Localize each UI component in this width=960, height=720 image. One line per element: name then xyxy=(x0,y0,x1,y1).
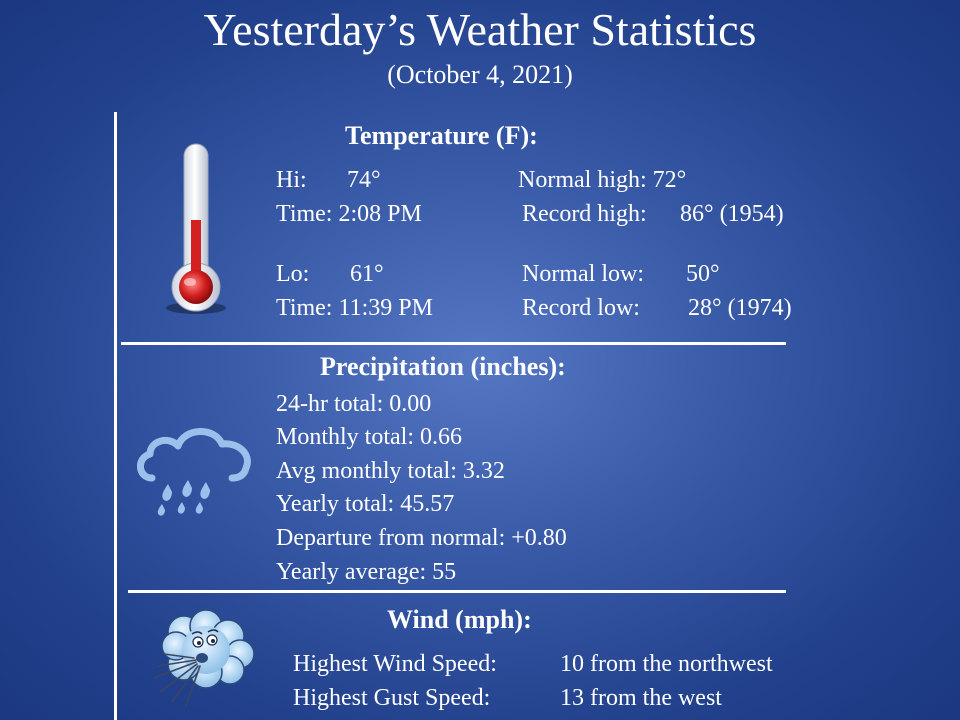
highest-wind-label: Highest Wind Speed: xyxy=(293,651,497,677)
hi-time: Time: 2:08 PM xyxy=(276,201,422,227)
vertical-divider xyxy=(114,112,117,720)
precip-avg-monthly: Avg monthly total: 3.32 xyxy=(276,458,505,484)
normal-high: Normal high: 72° xyxy=(518,167,687,193)
page-title: Yesterday’s Weather Statistics xyxy=(203,4,757,55)
precip-yearly-average: Yearly average: 55 xyxy=(276,559,457,585)
hi-value: 74° xyxy=(347,167,381,193)
record-high-value: 86° (1954) xyxy=(680,201,784,227)
lo-time: Time: 11:39 PM xyxy=(276,295,433,321)
thermometer-icon xyxy=(162,142,232,318)
precip-departure: Departure from normal: +0.80 xyxy=(276,525,567,551)
precip-yearly: Yearly total: 45.57 xyxy=(276,491,455,517)
lo-value: 61° xyxy=(350,261,384,287)
divider-temperature xyxy=(121,342,786,345)
normal-low-label: Normal low: xyxy=(522,261,644,287)
wind-heading: Wind (mph): xyxy=(387,605,532,634)
precip-24hr: 24-hr total: 0.00 xyxy=(276,391,432,417)
precip-monthly: Monthly total: 0.66 xyxy=(276,424,462,450)
highest-wind-value: 10 from the northwest xyxy=(560,651,773,677)
precipitation-heading: Precipitation (inches): xyxy=(320,352,566,381)
wind-cloud-icon xyxy=(140,606,260,710)
record-high-label: Record high: xyxy=(522,201,647,227)
rain-cloud-icon xyxy=(134,420,254,520)
divider-precipitation xyxy=(128,590,786,593)
hi-label: Hi: xyxy=(276,167,307,193)
record-low-label: Record low: xyxy=(522,295,640,321)
lo-label: Lo: xyxy=(276,261,310,287)
normal-low-value: 50° xyxy=(686,261,720,287)
temperature-heading: Temperature (F): xyxy=(345,121,538,150)
page-date: (October 4, 2021) xyxy=(387,60,573,89)
highest-gust-label: Highest Gust Speed: xyxy=(293,685,491,711)
highest-gust-value: 13 from the west xyxy=(560,685,722,711)
record-low-value: 28° (1974) xyxy=(688,295,792,321)
